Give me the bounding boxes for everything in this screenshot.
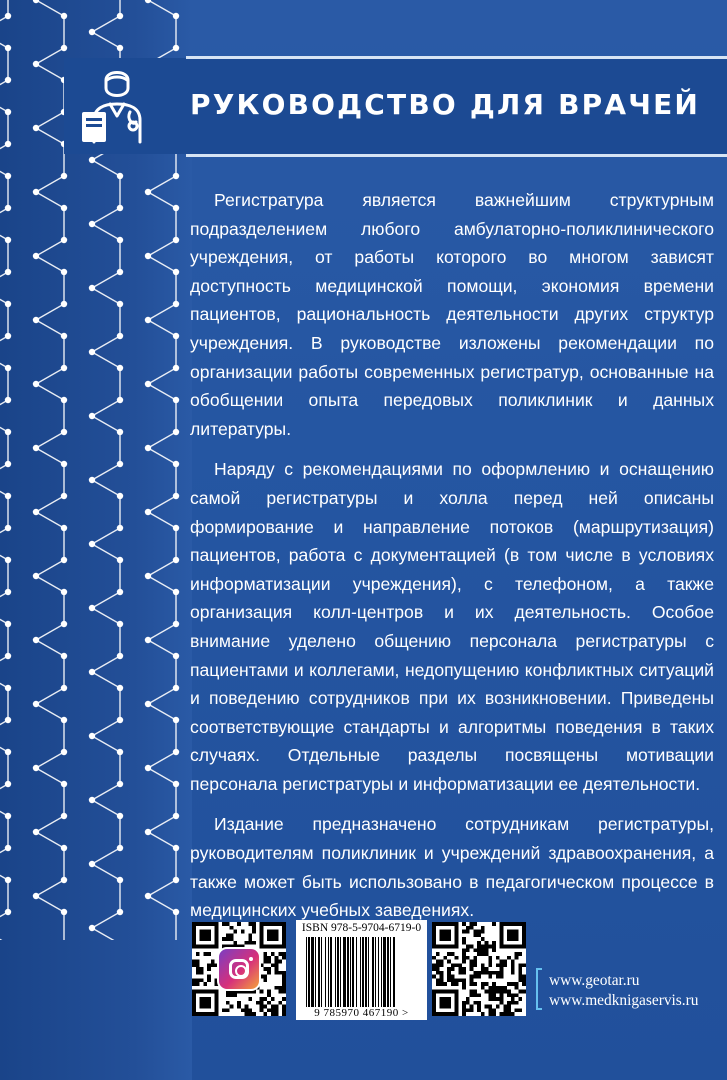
series-title: РУКОВОДСТВО ДЛЯ ВРАЧЕЙ	[190, 88, 701, 121]
annotation-text	[190, 186, 714, 937]
isbn-number: ISBN 978-5-9704-6719-0	[301, 922, 422, 934]
qr-code-website[interactable]	[432, 922, 526, 1016]
barcode-digits: 9 785970 467190 >	[314, 1007, 409, 1019]
qr-pattern	[432, 922, 526, 1016]
annotation-paragraph-3: Издание предназначено сотрудникам регистратуры, руководителям поликлиник и учреждений здравоохранения, а также может быть использовано в педагогическом процессе в медицинских учебных заведениях.	[190, 814, 714, 921]
annotation-paragraph-1: Регистратура является важнейшим структурным подразделением любого амбулаторно-поликлинического учреждения, от работы которого во многом зависят доступность медицинской помощи, экономия времени пациентов, рациональность деятельности других структур учреждения. В руководстве изложены рекомендации по организации работы современных регистратур, основанные на обобщении опыта передовых поликлиник и данных литературы.	[190, 190, 714, 439]
isbn-barcode-block	[296, 920, 427, 1020]
band-top-line	[186, 56, 727, 59]
band-bottom-line	[186, 154, 727, 157]
instagram-icon	[217, 947, 261, 991]
publisher-url-2[interactable]: www.medknigaservis.ru	[549, 992, 699, 1009]
barcode	[300, 937, 423, 1007]
annotation-paragraph-2: Наряду с рекомендациями по оформлению и оснащению самой регистратуры и холла перед ней описаны формирование и направление потоков (маршрутизация) пациентов, работа с документацией (в том числе в условиях информатизации учреждения), с телефоном, а также организация колл-центров и их деятельность. Особое внимание уделено общению персонала регистратуры с пациентами и коллегами, недопущению конфликтных ситуаций и поведению сотрудников при их возникновении. Приведены соответствующие стандарты и алгоритмы поведения в таких случаях. Отдельные разделы посвящены мотивации персонала регистратуры и информатизации ее деятельности.	[190, 459, 714, 794]
doctor-icon	[74, 66, 160, 150]
publisher-url-1[interactable]: www.geotar.ru	[549, 972, 640, 989]
url-bracket	[536, 968, 542, 1010]
